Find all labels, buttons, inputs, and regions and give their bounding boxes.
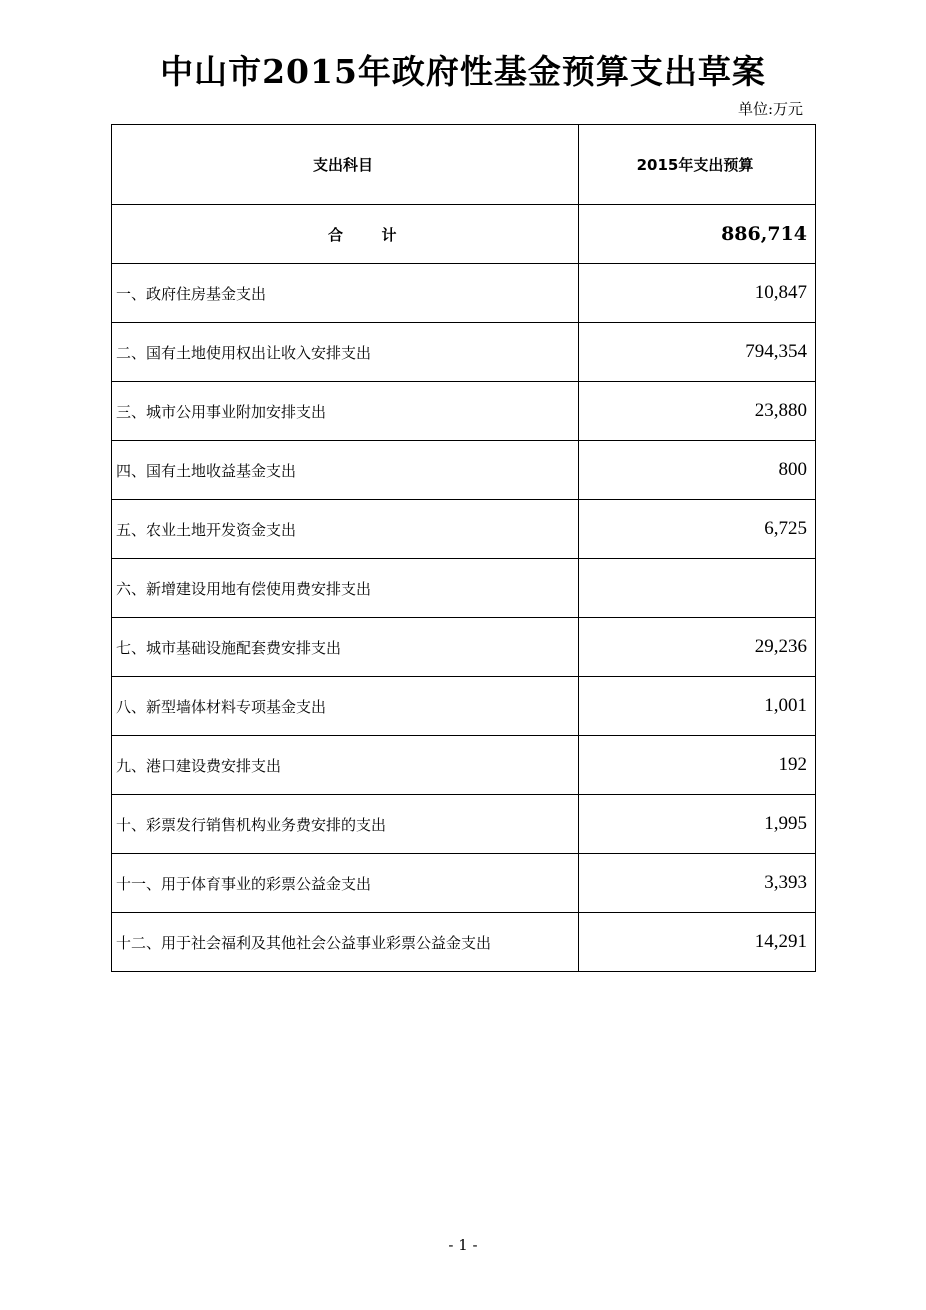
row-subject: 七、城市基础设施配套费安排支出 xyxy=(112,618,579,677)
row-subject: 四、国有土地收益基金支出 xyxy=(112,441,579,500)
table-row xyxy=(112,264,816,323)
header-budget: 2015年支出预算 xyxy=(579,125,816,205)
row-subject: 六、新增建设用地有偿使用费安排支出 xyxy=(112,559,579,618)
page-number: - 1 - xyxy=(448,1236,478,1254)
row-value: 10,847 xyxy=(579,264,816,323)
row-subject: 十一、用于体育事业的彩票公益金支出 xyxy=(112,854,579,913)
row-subject: 十二、用于社会福利及其他社会公益事业彩票公益金支出 xyxy=(112,913,579,972)
total-value: 886,714 xyxy=(579,205,816,264)
header-subject: 支出科目 xyxy=(112,125,579,205)
total-label-left: 合 xyxy=(327,225,343,244)
row-value xyxy=(579,559,816,618)
row-value: 192 xyxy=(579,736,816,795)
unit-label: 单位:万元 xyxy=(737,100,803,118)
table-row xyxy=(112,677,816,736)
table-row xyxy=(112,854,816,913)
row-value: 794,354 xyxy=(579,323,816,382)
total-label xyxy=(112,205,579,264)
row-subject: 一、政府住房基金支出 xyxy=(112,264,579,323)
table-row xyxy=(112,559,816,618)
table-row xyxy=(112,382,816,441)
table-header-row xyxy=(112,125,816,205)
table-row xyxy=(112,441,816,500)
row-subject: 五、农业土地开发资金支出 xyxy=(112,500,579,559)
row-subject: 三、城市公用事业附加安排支出 xyxy=(112,382,579,441)
row-value: 3,393 xyxy=(579,854,816,913)
row-value: 6,725 xyxy=(579,500,816,559)
budget-table xyxy=(111,124,816,972)
row-subject: 二、国有土地使用权出让收入安排支出 xyxy=(112,323,579,382)
table-row xyxy=(112,795,816,854)
table-row xyxy=(112,618,816,677)
total-row xyxy=(112,205,816,264)
table-row xyxy=(112,500,816,559)
row-value: 1,001 xyxy=(579,677,816,736)
table-row xyxy=(112,323,816,382)
row-value: 23,880 xyxy=(579,382,816,441)
row-value: 800 xyxy=(579,441,816,500)
page-title: 中山市2015年政府性基金预算支出草案 xyxy=(160,52,766,91)
row-value: 14,291 xyxy=(579,913,816,972)
row-subject: 九、港口建设费安排支出 xyxy=(112,736,579,795)
table-row xyxy=(112,913,816,972)
row-value: 29,236 xyxy=(579,618,816,677)
row-subject: 十、彩票发行销售机构业务费安排的支出 xyxy=(112,795,579,854)
total-label-right: 计 xyxy=(381,225,397,244)
row-value: 1,995 xyxy=(579,795,816,854)
table-row xyxy=(112,736,816,795)
row-subject: 八、新型墙体材料专项基金支出 xyxy=(112,677,579,736)
